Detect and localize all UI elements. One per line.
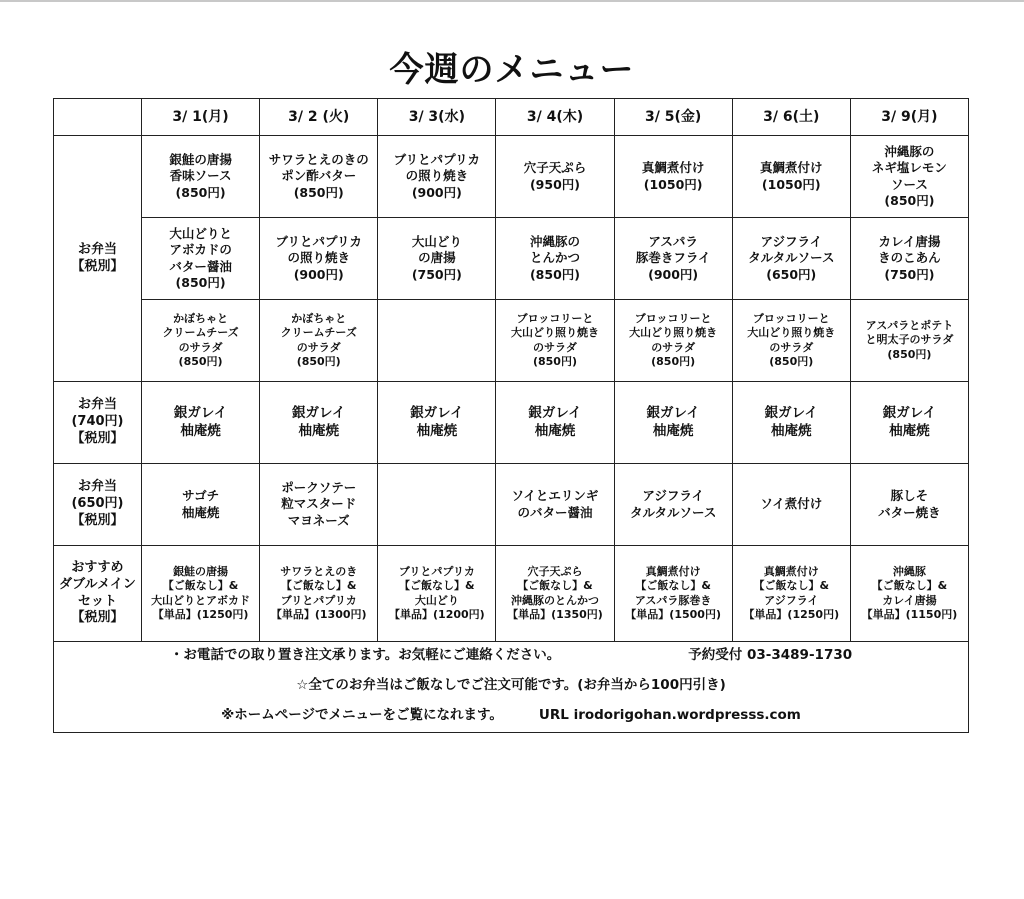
menu-item <box>260 218 378 300</box>
menu-item-line: (850円) <box>887 347 932 361</box>
menu-item-line: 【ご飯なし】& <box>871 579 948 593</box>
menu-item-line: ブリとパプリカ <box>393 152 481 168</box>
menu-item-line: のサラダ <box>178 340 223 354</box>
empty-cell <box>378 464 496 546</box>
menu-item-line: (850円) <box>529 266 580 282</box>
menu-item-line: 豚しそ <box>890 488 929 504</box>
menu-item-line: アジフライ <box>760 234 823 250</box>
double-main-row <box>54 546 969 642</box>
bento-740-row-label <box>54 382 142 464</box>
menu-item-line: 【単品】(1250円) <box>152 607 249 621</box>
menu-item <box>850 300 968 382</box>
bento-650-row-label <box>54 464 142 546</box>
row-label-line: お弁当 <box>77 397 117 413</box>
menu-item-line: バター焼き <box>878 504 941 520</box>
menu-item-line: アジフライ <box>764 593 819 607</box>
menu-item-line: 柚庵焼 <box>889 422 930 439</box>
menu-item <box>496 136 614 218</box>
menu-item-line: ブリとパプリカ <box>280 593 357 607</box>
top-border <box>0 0 1024 2</box>
menu-item-line: 【ご飯なし】& <box>280 579 357 593</box>
menu-item-line: 【単品】(1250円) <box>743 607 840 621</box>
note-no-rice: ☆全てのお弁当はご飯なしでご注文可能です。(お弁当から100円引き) <box>296 677 726 693</box>
corner-cell <box>54 99 142 136</box>
menu-item-line: 大山どり照り焼き <box>747 326 836 340</box>
menu-item-line: 銀ガレイ <box>292 404 346 421</box>
menu-item-line: 穴子天ぷら <box>527 564 583 578</box>
menu-item-line: の照り焼き <box>287 250 350 266</box>
note-homepage <box>56 702 966 732</box>
menu-item-line: 【ご飯なし】& <box>162 579 239 593</box>
menu-item-line: サワラとえのきの <box>268 152 369 168</box>
menu-item-line: バター醤油 <box>169 258 232 274</box>
menu-item <box>614 382 732 464</box>
menu-item-line: 真鯛煮付け <box>760 160 823 176</box>
menu-item-line: クリームチーズ <box>280 326 357 340</box>
menu-item <box>614 218 732 300</box>
bento-650-row <box>54 464 969 546</box>
notes-row <box>54 642 969 733</box>
menu-item-line: ブロッコリーと <box>516 311 594 325</box>
menu-item <box>850 464 968 546</box>
menu-item-line: アジフライ <box>642 488 704 504</box>
menu-item-line: のサラダ <box>533 340 577 354</box>
menu-item <box>142 546 260 642</box>
menu-item-line: 柚庵焼 <box>416 422 458 439</box>
menu-item-line: 真鯛煮付け <box>645 564 701 578</box>
menu-item-line: カレイ唐揚 <box>878 234 941 250</box>
menu-item-line: ポークソテー <box>281 480 357 496</box>
menu-item-line: ネギ塩レモン <box>871 160 947 176</box>
row-label-bento <box>54 136 142 382</box>
menu-item-line: 銀ガレイ <box>764 404 818 421</box>
menu-item-line: のサラダ <box>296 340 341 354</box>
menu-item-line: 柚庵焼 <box>298 422 339 439</box>
menu-item-line: (850円) <box>651 354 696 368</box>
bento-row <box>54 218 969 300</box>
menu-item-line: 銀鮭の唐揚 <box>169 152 232 168</box>
menu-item-line: 沖縄豚 <box>892 564 926 578</box>
row-label-line: (650円) <box>71 496 124 512</box>
row-label-line: 【税別】 <box>71 258 124 274</box>
menu-item-line: のサラダ <box>769 340 814 354</box>
menu-item-line: (850円) <box>769 354 814 368</box>
menu-item-line: 銀ガレイ <box>646 404 700 421</box>
menu-item <box>260 136 378 218</box>
menu-item-line: アボカドの <box>169 242 232 258</box>
menu-item-line: 柚庵焼 <box>771 422 812 439</box>
menu-item <box>614 546 732 642</box>
empty-cell <box>378 300 496 382</box>
menu-item-line: 銀ガレイ <box>528 404 582 421</box>
menu-item-line: (850円) <box>884 192 935 208</box>
menu-item <box>850 136 968 218</box>
menu-item-line: きのこあん <box>878 250 941 266</box>
menu-item-line: サゴチ <box>182 488 220 504</box>
menu-item-line: クリームチーズ <box>162 326 239 340</box>
menu-item <box>732 300 850 382</box>
double-main-row-label <box>54 546 142 642</box>
menu-item-line: ソイ煮付け <box>760 496 823 512</box>
menu-item <box>142 136 260 218</box>
menu-item <box>850 546 968 642</box>
date-header: 3/ 4(木) <box>496 99 614 136</box>
menu-item-line: 銀ガレイ <box>882 404 937 421</box>
menu-item-line: 【ご飯なし】& <box>517 579 593 593</box>
menu-item-line: と明太子のサラダ <box>865 333 954 347</box>
menu-item <box>850 382 968 464</box>
menu-table <box>53 98 969 733</box>
menu-item <box>850 218 968 300</box>
menu-item-line: 大山どり照り焼き <box>629 326 718 340</box>
menu-item-line: 穴子天ぷら <box>523 160 587 176</box>
date-header: 3/ 1(月) <box>142 99 260 136</box>
row-label-line: お弁当 <box>77 479 117 495</box>
menu-item-line: 真鯛煮付け <box>763 564 819 578</box>
menu-item <box>614 300 732 382</box>
menu-item <box>614 464 732 546</box>
menu-item-line: 銀ガレイ <box>410 404 464 421</box>
menu-item-line: 豚巻きフライ <box>635 250 711 266</box>
menu-item <box>732 546 850 642</box>
row-label-line: ダブルメイン <box>59 576 136 592</box>
menu-item-line: 銀鮭の唐揚 <box>173 564 229 578</box>
menu-item-line: 沖縄豚の <box>529 234 580 250</box>
menu-item-line: かぼちゃと <box>291 311 347 325</box>
menu-item-line: (1050円) <box>761 176 821 192</box>
row-label-line: おすすめ <box>71 559 124 575</box>
menu-item <box>614 136 732 218</box>
menu-item <box>732 464 850 546</box>
menu-item-line: タルタルソース <box>629 504 717 520</box>
menu-item <box>496 546 614 642</box>
menu-item <box>260 546 378 642</box>
note-phone-order <box>56 642 966 672</box>
menu-item <box>496 382 614 464</box>
menu-item-line: アスパラ豚巻き <box>634 593 712 607</box>
menu-item-line: のバター醤油 <box>517 504 593 520</box>
date-header: 3/ 3(水) <box>378 99 496 136</box>
menu-item-line: (1050円) <box>643 176 703 192</box>
menu-item-line: 柚庵焼 <box>652 422 694 439</box>
menu-item-line: (750円) <box>411 266 462 282</box>
menu-item-line: の唐揚 <box>418 250 456 266</box>
date-header: 3/ 9(月) <box>850 99 968 136</box>
notes-cell <box>54 642 969 733</box>
menu-item <box>732 136 850 218</box>
menu-item-line: の照り焼き <box>405 168 469 184</box>
row-label-line: セット <box>77 593 117 609</box>
menu-item-line: ポン酢バター <box>281 168 357 184</box>
menu-item-line: 柚庵焼 <box>180 422 221 439</box>
date-header: 3/ 5(金) <box>614 99 732 136</box>
menu-item-line: (900円) <box>411 184 462 200</box>
phone-order-text: ・お電話での取り置き注文承ります。お気軽にご連絡ください。 <box>169 647 561 663</box>
menu-item-line: 真鯛煮付け <box>641 160 705 176</box>
menu-item-line: 【ご飯なし】& <box>753 579 830 593</box>
menu-item-line: タルタルソース <box>748 250 835 266</box>
menu-item <box>142 464 260 546</box>
menu-item-line: 柚庵焼 <box>181 504 220 520</box>
menu-item-line: ブリとパプリカ <box>398 564 475 578</box>
menu-item-line: (850円) <box>296 354 341 368</box>
menu-item <box>378 218 496 300</box>
menu-item-line: アスパラ <box>648 234 698 250</box>
menu-item-line: (850円) <box>175 184 226 200</box>
menu-item-line: ブロッコリーと <box>752 311 830 325</box>
menu-item-line: (850円) <box>532 354 577 368</box>
menu-item <box>378 136 496 218</box>
menu-item-line: 【単品】(1350円) <box>507 607 603 621</box>
menu-item <box>260 382 378 464</box>
menu-item <box>496 300 614 382</box>
menu-item-line: (850円) <box>178 354 223 368</box>
menu-item <box>378 382 496 464</box>
menu-item-line: サワラとえのき <box>280 564 358 578</box>
menu-item-line: (950円) <box>529 176 580 192</box>
bento-740-row <box>54 382 969 464</box>
menu-item <box>378 546 496 642</box>
menu-item-line: (850円) <box>293 184 344 200</box>
menu-item-line: 香味ソース <box>169 168 232 184</box>
page-title: 今週のメニュー <box>389 50 635 90</box>
menu-item-line: カレイ唐揚 <box>882 593 937 607</box>
date-header: 3/ 6(土) <box>732 99 850 136</box>
menu-item-line: 大山どり <box>414 593 459 607</box>
menu-item <box>142 300 260 382</box>
menu-item <box>142 218 260 300</box>
bento-row <box>54 136 969 218</box>
menu-item-line: とんかつ <box>529 250 580 266</box>
menu-item-line: 銀ガレイ <box>173 404 228 421</box>
menu-item <box>260 464 378 546</box>
menu-item-line: (850円) <box>175 274 226 290</box>
menu-item-line: 【ご飯なし】& <box>635 579 711 593</box>
menu-item-line: 大山どり <box>411 234 462 250</box>
menu-item-line: かぼちゃと <box>173 311 229 325</box>
row-label-line: 【税別】 <box>71 430 124 446</box>
menu-item-line: 粒マスタード <box>281 496 357 512</box>
menu-item <box>732 382 850 464</box>
bento-row <box>54 300 969 382</box>
menu-item <box>260 300 378 382</box>
menu-item-line: 【単品】(1200円) <box>389 607 485 621</box>
menu-item <box>496 464 614 546</box>
menu-item-line: 沖縄豚の <box>884 144 935 159</box>
menu-item-line: マヨネーズ <box>287 512 350 528</box>
menu-item-line: 【単品】(1150円) <box>861 607 958 621</box>
menu-item-line: ブロッコリーと <box>634 311 712 325</box>
menu-item-line: (900円) <box>293 266 344 282</box>
row-label-line: 【税別】 <box>71 512 124 528</box>
date-header-row <box>54 99 969 136</box>
menu-item-line: 【単品】(1500円) <box>625 607 721 621</box>
menu-item-line: ソース <box>890 176 928 192</box>
menu-item <box>732 218 850 300</box>
homepage-text: ※ホームページでメニューをご覧になれます。 <box>221 707 503 723</box>
menu-item-line: (750円) <box>884 266 935 282</box>
menu-item-line: 沖縄豚のとんかつ <box>510 593 599 607</box>
menu-item-line: 大山どり照り焼き <box>510 326 599 340</box>
menu-item-line: のサラダ <box>651 340 696 354</box>
menu-item-line: 【単品】(1300円) <box>270 607 367 621</box>
menu-item <box>142 382 260 464</box>
row-label-line: お弁当 <box>77 241 117 257</box>
menu-item-line: 柚庵焼 <box>534 422 576 439</box>
homepage-url: URL irodorigohan.wordpresss.com <box>538 707 801 723</box>
menu-item-line: 【ご飯なし】& <box>399 579 475 593</box>
menu-item-line: ソイとエリンギ <box>511 488 599 504</box>
row-label-line: (740円) <box>71 414 124 430</box>
row-label-line: 【税別】 <box>71 610 124 626</box>
date-header: 3/ 2 (火) <box>260 99 378 136</box>
menu-item-line: ブリとパプリカ <box>275 234 362 250</box>
menu-item-line: (650円) <box>766 266 817 282</box>
menu-item-line: 大山どりとアボカド <box>151 593 251 607</box>
menu-item-line: アスパラとポテト <box>865 319 954 333</box>
reservation-phone: 予約受付 03-3489-1730 <box>688 647 853 663</box>
menu-item-line: (900円) <box>648 266 699 282</box>
menu-item <box>496 218 614 300</box>
menu-item-line: 大山どりと <box>169 226 232 241</box>
